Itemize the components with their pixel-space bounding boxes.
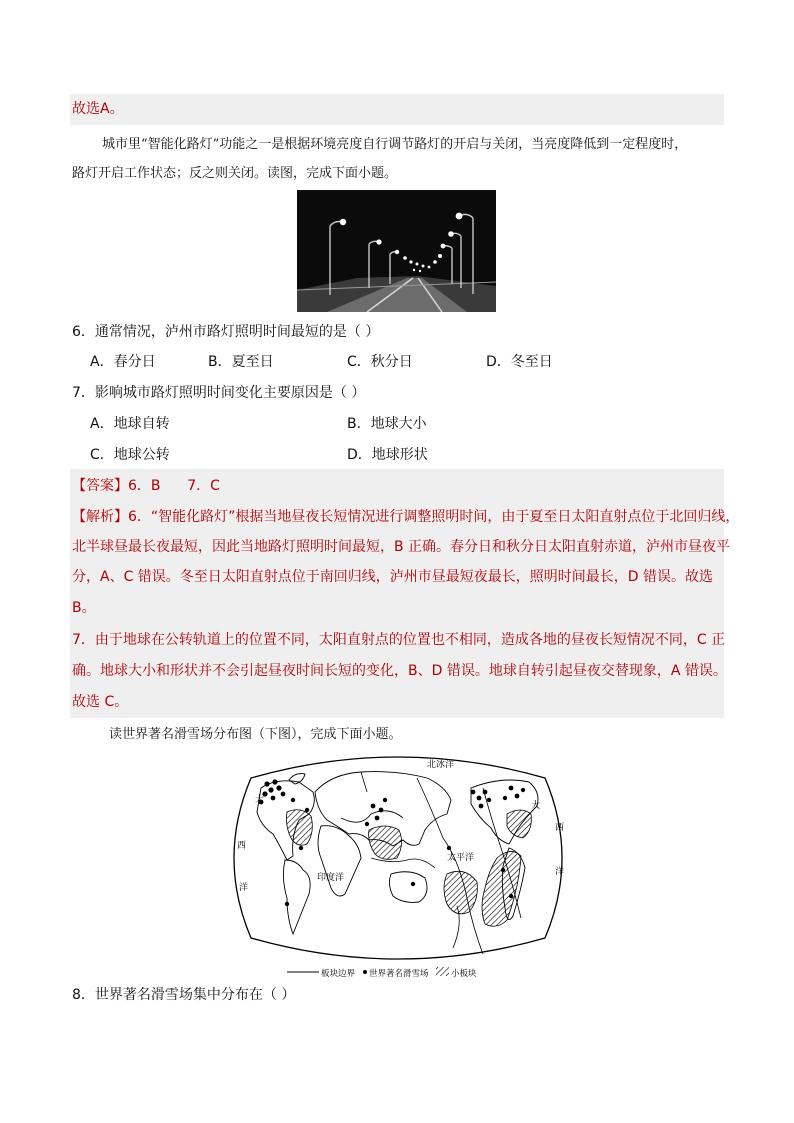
q67-intro-line1: 城市里“智能化路灯”功能之一是根据环境亮度自行调节路灯的开启与关闭，当亮度降低到一定程度时， [102,137,688,152]
prev-answer-end: 故选A。 [72,101,124,117]
map-label-pacific: 太平洋 [447,853,475,863]
map-label-da-right: 大 [531,801,541,811]
answer-block-prev [70,94,724,125]
analysis-tag: 【解析】 [72,509,128,525]
legend-plate-boundary: 板块边界 [321,969,356,979]
q7-stem: 7．影响城市路灯照明时间变化主要原因是（ ） [72,385,366,401]
analysis-line-3: 分，A、C 错误。冬至日太阳直射点位于南回归线，泸州市昼最短夜最长，照明时间最长，D 错误。故选 [72,569,714,585]
q6-option-d: D．冬至日 [486,354,553,370]
analysis-line-7: 故选 C。 [72,694,129,710]
map-label-xi-left: 西 [237,841,247,851]
q6-option-a: A．春分日 [90,354,156,370]
map-label-arctic: 北冰洋 [427,760,455,770]
q7-option-c: C．地球公转 [90,447,170,463]
analysis-line-5: 7．由于地球在公转轨道上的位置不同，太阳直射点的位置也不相同，造成各地的昼夜长短情况不同，C 正 [72,632,726,648]
q6-option-c: C．秋分日 [347,354,413,370]
map-label-yang-right: 洋 [555,867,565,877]
legend-ski-dot [363,970,367,974]
map-label-xi-right: 西 [555,823,565,833]
analysis-line-1: 【解析】6．“智能化路灯”根据当地昼夜长短情况进行调整照明时间，由于夏至日太阳直射点位于北回归线， [72,509,740,525]
q6-option-b: B．夏至日 [208,354,274,370]
answer-tag: 【答案】 [72,478,128,494]
legend-small-plate: 小板块 [451,969,477,979]
q7-option-b: B．地球大小 [347,416,427,432]
map-label-yang-left: 洋 [239,883,249,893]
q6-stem: 6．通常情况，泸州市路灯照明时间最短的是（ ） [72,324,380,340]
q7-option-d: D．地球形状 [347,447,428,463]
analysis-line-2: 北半球昼最长夜最短，因此当地路灯照明时间最短，B 正确。春分日和秋分日太阳直射赤道，泸州市昼夜平 [72,539,731,555]
q8-stem: 8．世界著名滑雪场集中分布在（ ） [72,987,296,1003]
legend-hatch-swatch [436,967,449,976]
legend-ski-resort: 世界著名滑雪场 [369,969,429,979]
street-lights-photo [297,190,496,312]
q8-intro: 读世界著名滑雪场分布图（下图），完成下面小题。 [109,727,402,742]
answer-line [72,476,220,496]
q7-option-a: A．地球自转 [90,416,170,432]
ski-resort-world-map [221,748,575,980]
analysis-line-6: 确。地球大小和形状并不会引起昼夜时间长短的变化，B、D 错误。地球自转引起昼夜交替现象，A 错误。 [72,663,727,679]
analysis-line-4: B。 [72,600,96,616]
q67-intro-line2: 路灯开启工作状态；反之则关闭。读图，完成下面小题。 [72,166,398,181]
map-label-da-left: 大 [255,795,265,805]
map-label-indian: 印度洋 [317,873,345,883]
answer-text: 6．B 7．C [128,478,220,494]
